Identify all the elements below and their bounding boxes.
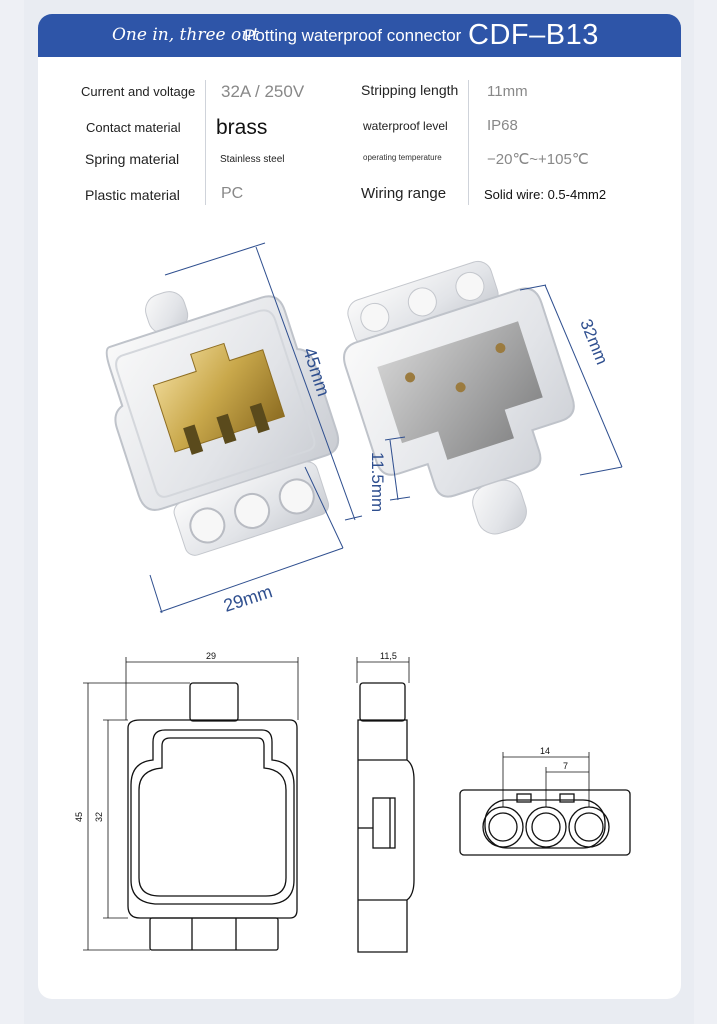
banner-product-type: Potting waterproof connector (244, 26, 462, 45)
connector-photo-back (327, 246, 605, 563)
spec-current-value: 32A / 250V (221, 82, 305, 101)
drawing-side-view (358, 683, 414, 952)
photo-dim-width: 29mm (221, 581, 275, 616)
drawing-width-label: 29 (206, 651, 217, 661)
drawing-front-view (460, 790, 630, 855)
photo-dim-height: 11.5mm (368, 452, 387, 513)
drawing-inner-height-label: 32 (94, 811, 104, 822)
spec-waterproof-value: IP68 (487, 117, 518, 134)
photo-dim-length: 45mm (299, 345, 334, 399)
spec-contact-value: brass (216, 116, 268, 139)
banner-model: CDF–B13 (468, 19, 599, 51)
drawing-top-view (128, 683, 297, 950)
spec-strip-value: 11mm (487, 83, 528, 100)
drawing-pitch-label: 7 (563, 761, 569, 771)
spec-temp-value: −20℃~+105℃ (487, 151, 589, 168)
drawing-front-dimensions (503, 752, 589, 807)
spec-plastic-label: Plastic material (85, 187, 180, 203)
banner-subtitle: One in, three out (112, 25, 259, 45)
spec-temp-label: operating temperature (363, 153, 442, 162)
connector-photo-front (81, 255, 359, 567)
spec-contact-label: Contact material (86, 120, 181, 135)
drawing-pitch-total-label: 14 (540, 746, 551, 756)
spec-spring-value: Stainless steel (220, 154, 285, 165)
spec-waterproof-label: waterproof level (363, 119, 448, 133)
drawing-side-width-label: 11,5 (380, 651, 397, 661)
spec-wiring-label: Wiring range (361, 185, 447, 202)
photo-dim-inner: 32mm (576, 316, 612, 368)
drawing-total-height-label: 45 (74, 811, 84, 822)
spec-strip-label: Stripping length (361, 82, 459, 98)
spec-wiring-value: Solid wire: 0.5-4mm2 (484, 187, 607, 202)
spec-current-label: Current and voltage (81, 84, 196, 99)
spec-plastic-value: PC (221, 185, 244, 202)
spec-spring-label: Spring material (85, 151, 180, 167)
